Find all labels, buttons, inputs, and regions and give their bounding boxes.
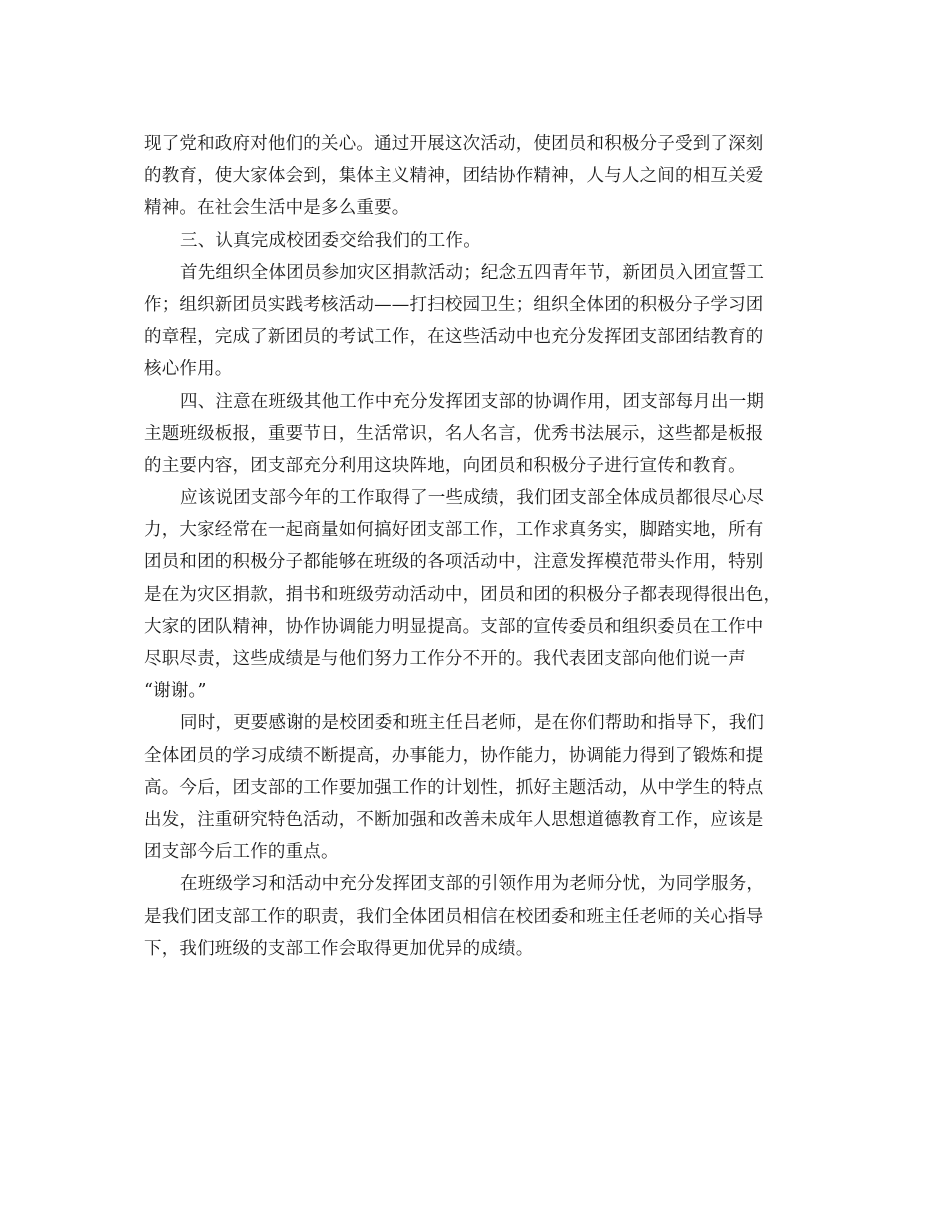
text-line: “谢谢。” [144, 681, 207, 702]
text-line: 应该说团支部今年的工作取得了一些成绩，我们团支部全体成员都很尽心尽 [180, 488, 765, 509]
text-line: 尽职尽责，这些成绩是与他们努力工作分不开的。我代表团支部向他们说一声 [144, 649, 746, 669]
text-line: 是我们团支部工作的职责，我们全体团员相信在校团委和班主任老师的关心指导 [144, 906, 764, 927]
text-line: 全体团员的学习成绩不断提高，办事能力，协作能力，协调能力得到了锻炼和提 [144, 745, 764, 766]
text-line: 现了党和政府对他们的关心。通过开展这次活动，使团员和积极分子受到了深刻 [144, 134, 764, 154]
text-line: 的主要内容，团支部充分利用这块阵地，向团员和积极分子进行宣传和教育。 [144, 455, 746, 476]
text-line: 作；组织新团员实践考核活动——打扫校园卫生；组织全体团的积极分子学习团 [144, 294, 764, 315]
text-line: 大家的团队精神，协作协调能力明显提高。支部的宣传委员和组织委员在工作中 [144, 616, 764, 637]
text-line: 三、认真完成校团委交给我们的工作。 [180, 230, 481, 251]
text-line: 精神。在社会生活中是多么重要。 [144, 198, 410, 219]
text-line: 首先组织全体团员参加灾区捐款活动；纪念五四青年节，新团员入团宣誓工 [180, 262, 765, 283]
text-line: 的教育，使大家体会到，集体主义精神，团结协作精神，人与人之间的相互关爱 [144, 166, 764, 187]
text-line: 主题班级板报，重要节日，生活常识，名人名言，优秀书法展示，这些都是板报 [144, 423, 764, 444]
text-line: 团员和团的积极分子都能够在班级的各项活动中，注意发挥模范带头作用，特别 [144, 552, 764, 573]
text-line: 下，我们班级的支部工作会取得更加优异的成绩。 [144, 938, 534, 959]
text-line: 核心作用。 [144, 359, 233, 380]
text-line: 四、注意在班级其他工作中充分发挥团支部的协调作用，团支部每月出一期 [180, 391, 765, 412]
text-line: 在班级学习和活动中充分发挥团支部的引领作用为老师分忧，为同学服务， [180, 874, 765, 895]
text-line: 高。今后，团支部的工作要加强工作的计划性，抓好主题活动，从中学生的特点 [144, 777, 764, 798]
document-body [144, 128, 808, 965]
text-line: 团支部今后工作的重点。 [144, 842, 339, 863]
text-line: 同时，更要感谢的是校团委和班主任吕老师，是在你们帮助和指导下，我们 [180, 713, 765, 734]
text-line: 力，大家经常在一起商量如何搞好团支部工作，工作求真务实，脚踏实地，所有 [144, 520, 764, 541]
text-line: 出发，注重研究特色活动，不断加强和改善未成年人思想道德教育工作，应该是 [144, 809, 764, 830]
text-line: 是在为灾区捐款，捐书和班级劳动活动中，团员和团的积极分子都表现得很出色， [144, 584, 782, 605]
text-line: 的章程，完成了新团员的考试工作，在这些活动中也充分发挥团支部团结教育的 [144, 327, 764, 348]
